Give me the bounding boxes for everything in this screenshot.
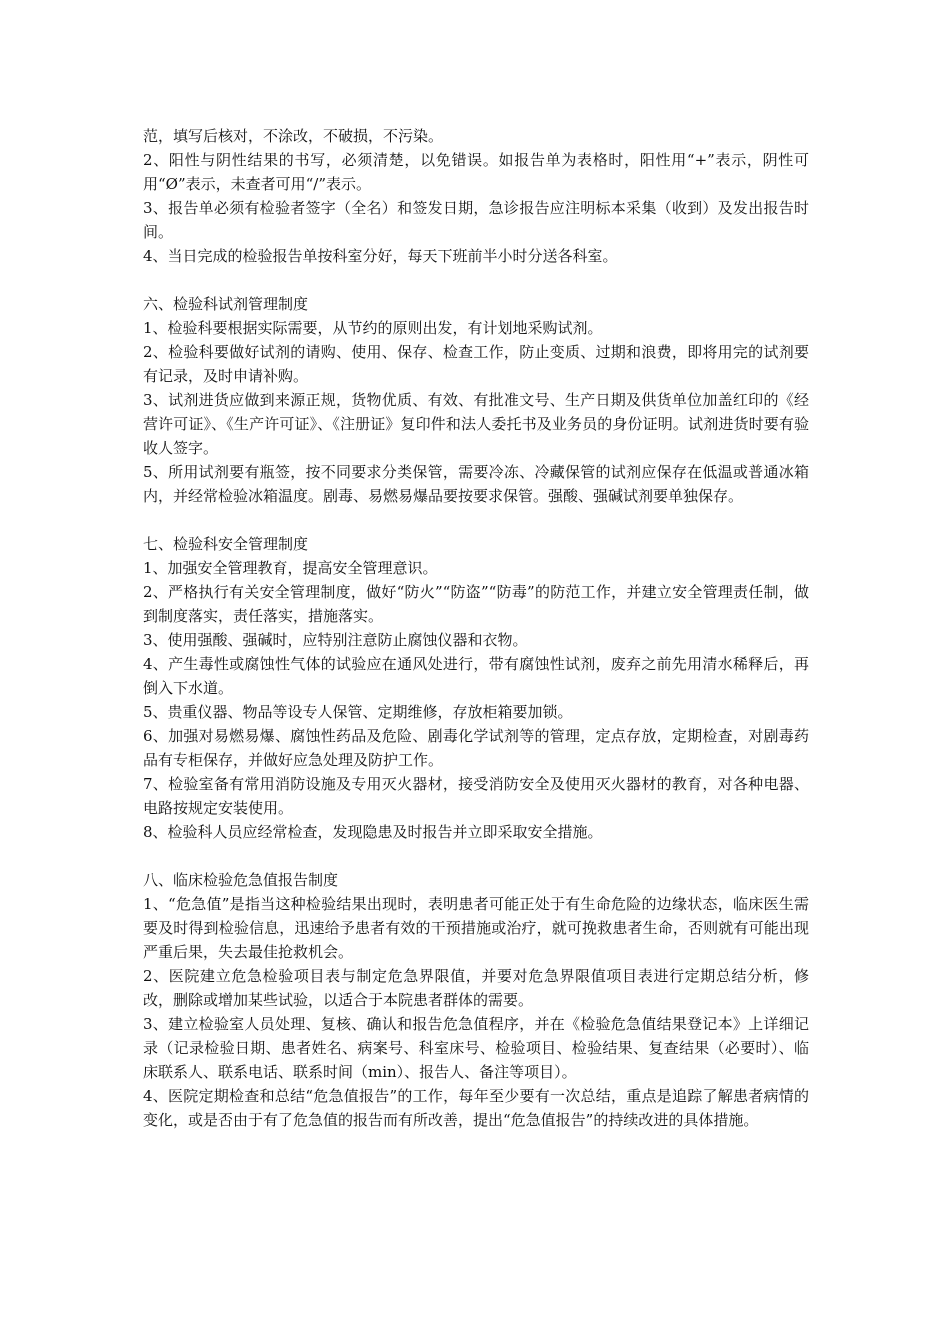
section-heading: 七、检验科安全管理制度 (143, 535, 309, 553)
paragraph: 6、加强对易燃易爆、腐蚀性药品及危险、剧毒化学试剂等的管理，定点存放，定期检查，对剧毒药品有专柜保存，并做好应急处理及防护工作。 (143, 727, 809, 769)
section-heading: 八、临床检验危急值报告制度 (143, 871, 339, 889)
paragraph: 1、加强安全管理教育，提高安全管理意识。 (143, 559, 438, 577)
paragraph: 范，填写后核对，不涂改，不破损，不污染。 (143, 127, 444, 145)
paragraph: 7、检验室备有常用消防设施及专用灭火器材，接受消防安全及使用灭火器材的教育，对各种电器、电路按规定安装使用。 (143, 775, 809, 817)
paragraph: 2、检验科要做好试剂的请购、使用、保存、检查工作，防止变质、过期和浪费，即将用完的试剂要有记录，及时申请补购。 (143, 343, 809, 385)
paragraph: 4、医院定期检查和总结“危急值报告”的工作，每年至少要有一次总结，重点是追踪了解患者病情的变化，或是否由于有了危急值的报告而有所改善，提出“危急值报告”的持续改进的具体措施。 (143, 1087, 809, 1129)
paragraph: 5、所用试剂要有瓶签，按不同要求分类保管，需要冷冻、冷藏保管的试剂应保存在低温或普通冰箱内，并经常检验冰箱温度。剧毒、易燃易爆品要按要求保管。强酸、强碱试剂要单独保存。 (143, 463, 809, 505)
paragraph: 3、使用强酸、强碱时，应特别注意防止腐蚀仪器和衣物。 (143, 631, 528, 649)
document-page (143, 124, 809, 1132)
paragraph: 3、建立检验室人员处理、复核、确认和报告危急值程序，并在《检验危急值结果登记本》上详细记录（记录检验日期、患者姓名、病案号、科室床号、检验项目、检验结果、复查结果（必要时）、临床联系人、联系电话、联系时间（min）、报告人、备注等项目）。 (143, 1015, 809, 1081)
paragraph: 2、严格执行有关安全管理制度，做好“防火”“防盗”“防毒”的防范工作，并建立安全管理责任制，做到制度落实，责任落实，措施落实。 (143, 583, 809, 625)
section-reagent-management (143, 292, 809, 508)
paragraph: 2、阳性与阴性结果的书写，必须清楚，以免错误。如报告单为表格时，阳性用“+”表示，阴性可用“Ø”表示，未查者可用“/”表示。 (143, 151, 809, 193)
section-critical-value-reporting (143, 868, 809, 1132)
paragraph: 2、医院建立危急检验项目表与制定危急界限值，并要对危急界限值项目表进行定期总结分析，修改，删除或增加某些试验，以适合于本院患者群体的需要。 (143, 967, 809, 1009)
section-safety-management (143, 532, 809, 844)
paragraph: 8、检验科人员应经常检查，发现隐患及时报告并立即采取安全措施。 (143, 823, 603, 841)
paragraph: 4、产生毒性或腐蚀性气体的试验应在通风处进行，带有腐蚀性试剂，废弃之前先用清水稀释后，再倒入下水道。 (143, 655, 809, 697)
section-continued (143, 124, 809, 268)
section-heading: 六、检验科试剂管理制度 (143, 295, 309, 313)
paragraph: 3、报告单必须有检验者签字（全名）和签发日期，急诊报告应注明标本采集（收到）及发出报告时间。 (143, 199, 809, 241)
paragraph: 4、当日完成的检验报告单按科室分好，每天下班前半小时分送各科室。 (143, 247, 618, 265)
paragraph: 5、贵重仪器、物品等设专人保管、定期维修，存放柜箱要加锁。 (143, 703, 573, 721)
paragraph: 1、检验科要根据实际需要，从节约的原则出发，有计划地采购试剂。 (143, 319, 603, 337)
paragraph: 3、试剂进货应做到来源正规，货物优质、有效、有批准文号、生产日期及供货单位加盖红印的《经营许可证》、《生产许可证》、《注册证》复印件和法人委托书及业务员的身份证明。试剂进货时要有验收人签字。 (143, 391, 809, 457)
paragraph: 1、“危急值”是指当这种检验结果出现时，表明患者可能正处于有生命危险的边缘状态，临床医生需要及时得到检验信息，迅速给予患者有效的干预措施或治疗，就可挽救患者生命，否则就有可能出现严重后果，失去最佳抢救机会。 (143, 895, 809, 961)
